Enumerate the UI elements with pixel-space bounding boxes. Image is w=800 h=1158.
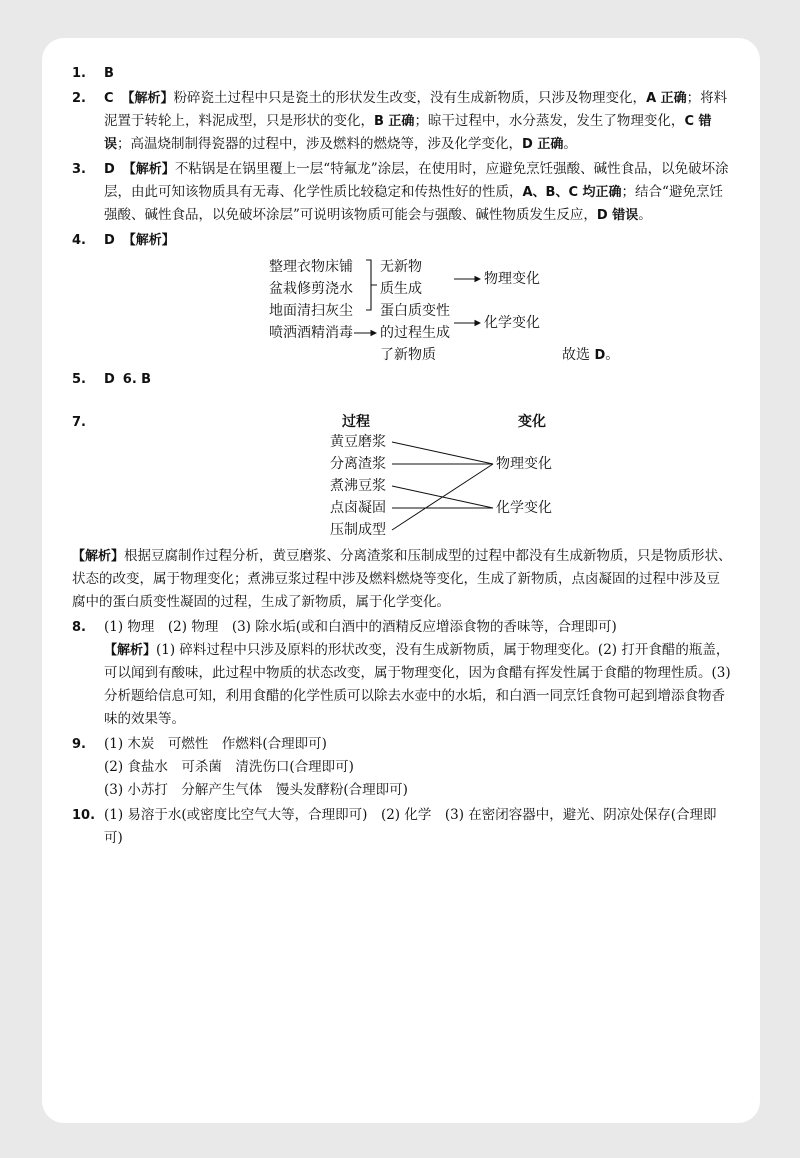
question-number: 5. [72, 372, 86, 387]
analysis-tag: 【解析】 [72, 549, 125, 564]
question-number: 6. [122, 372, 137, 387]
process-item: 煮沸豆浆 [330, 478, 386, 494]
question-4 [72, 229, 732, 364]
question-9 [72, 733, 732, 802]
question-number: 1. [72, 66, 86, 81]
answer-line: (2) 食盐水 可杀菌 清洗伤口(合理即可) [104, 759, 354, 775]
analysis-tag: 【解析】 [121, 91, 174, 106]
question-7 [72, 411, 732, 614]
change-type-chemical: 化学变化 [484, 315, 540, 331]
question-5-6 [72, 368, 732, 391]
change-item: 化学变化 [496, 500, 552, 516]
change-type-physical: 物理变化 [484, 271, 540, 287]
analysis-tag: 【解析】 [104, 643, 157, 658]
analysis-text: 。 [563, 136, 577, 152]
judgement: D 正确 [522, 137, 564, 152]
reason-label: 蛋白质变性 [380, 303, 450, 319]
match-line [392, 464, 493, 530]
analysis-text: ；高温烧制制得瓷器的过程中，涉及燃料的燃烧等，涉及化学变化， [117, 136, 523, 152]
header-change: 变化 [518, 414, 546, 430]
bracket [366, 260, 377, 310]
analysis-text: ；将料泥置于转轮上，料泥成型，只是形状的变化， [104, 90, 728, 129]
answer-letter: D [104, 233, 115, 248]
judgement: D 错误 [596, 208, 639, 223]
reason-label: 的过程生成 [380, 325, 450, 341]
answer-letter: C [104, 91, 114, 106]
judgement: A 正确 [646, 91, 687, 106]
analysis-text: 。 [638, 207, 652, 223]
match-line [392, 442, 493, 464]
answer-line: (3) 小苏打 分解产生气体 馒头发酵粉(合理即可) [104, 782, 408, 798]
conclusion-answer: D [594, 348, 606, 363]
analysis-text: ；结合“避免烹饪强酸、碱性食品，以免破坏涂层”可说明该物质可能会与强酸、碱性物质发生反应， [104, 184, 723, 223]
question-10 [72, 804, 732, 850]
activity-label: 整理衣物床铺 [269, 259, 353, 275]
process-item: 压制成型 [330, 522, 386, 538]
reason-label: 了新物质 [380, 347, 436, 363]
header-process: 过程 [342, 414, 370, 430]
judgement: B 正确 [374, 114, 415, 129]
conclusion-text: 。 [605, 347, 620, 363]
analysis-text: 粉碎瓷土过程中只是瓷土的形状发生改变，没有生成新物质，只涉及物理变化， [173, 90, 647, 106]
analysis-paragraph [104, 639, 732, 731]
answer-text: (1) 易溶于水(或密度比空气大等，合理即可) (2) 化学 (3) 在密闭容器中，避光、阴凉处保存(合理即可) [104, 807, 717, 846]
question-3 [72, 158, 732, 227]
question-number: 10. [72, 808, 96, 823]
question-number: 4. [72, 233, 86, 248]
question-number: 9. [72, 737, 86, 752]
question-2 [72, 87, 732, 156]
classification-diagram [104, 252, 732, 364]
answer-page [42, 38, 760, 1123]
matching-lines [104, 411, 704, 541]
process-item: 分离渣浆 [330, 456, 386, 472]
process-item: 点卤凝固 [330, 500, 386, 516]
activity-label: 喷洒酒精消毒 [269, 325, 353, 341]
matching-diagram [104, 411, 732, 537]
answer-content [72, 62, 732, 850]
analysis-paragraph [72, 545, 732, 614]
diagram-connectors [104, 252, 704, 364]
analysis-tag: 【解析】 [122, 162, 175, 177]
answer-letter: B [141, 372, 151, 387]
analysis-text: ；晾干过程中，水分蒸发，发生了物理变化， [414, 113, 685, 129]
analysis-text: (1) 碎料过程中只涉及原料的形状改变，没有生成新物质，属于物理变化。(2) 打开食醋的瓶盖，可以闻到有酸味，此过程中物质的状态改变，属于物理变化，因为食醋有挥发性属于食醋的物理性质。(3) 分析题给信息可知，利用食醋的化学性质可以除去水壶中的水垢，和白酒一同烹饪食物可起到增添食物香味的效果等。 [104, 642, 731, 727]
reason-label: 无新物 [380, 259, 422, 275]
answer-letter: D [104, 372, 115, 387]
change-item: 物理变化 [496, 456, 552, 472]
question-8 [72, 616, 732, 731]
question-number: 8. [72, 620, 86, 635]
analysis-tag: 【解析】 [122, 233, 175, 248]
answer-text: (1) 物理 (2) 物理 (3) 除水垢(或和白酒中的酒精反应增添食物的香味等，合理即可) [104, 619, 617, 635]
question-number: 3. [72, 162, 86, 177]
answer-line: (1) 木炭 可燃性 作燃料(合理即可) [104, 736, 327, 752]
question-number: 2. [72, 91, 86, 106]
activity-label: 地面清扫灰尘 [269, 303, 353, 319]
analysis-text: 根据豆腐制作过程分析，黄豆磨浆、分离渣浆和压制成型的过程中都没有生成新物质，只是物质形状、状态的改变，属于物理变化；煮沸豆浆过程中涉及燃料燃烧等变化，生成了新物质，点卤凝固的过程中涉及豆腐中的蛋白质变性凝固的过程，生成了新物质，属于化学变化。 [72, 548, 732, 610]
activity-label: 盆栽修剪浇水 [269, 281, 353, 297]
answer-letter: D [104, 162, 115, 177]
conclusion-text: 故选 [562, 347, 595, 363]
judgement: A、B、C 均正确 [522, 185, 622, 200]
judgement: C 错误 [104, 114, 712, 152]
question-1 [72, 62, 732, 85]
reason-label: 质生成 [380, 281, 422, 297]
answer-letter: B [104, 66, 114, 81]
process-item: 黄豆磨浆 [330, 434, 386, 450]
question-number: 7. [72, 415, 86, 430]
analysis-text: 不粘锅是在锅里覆上一层“特氟龙”涂层，在使用时，应避免烹饪强酸、碱性食品，以免破坏涂层，由此可知该物质具有无毒、化学性质比较稳定和传热性好的性质， [104, 161, 729, 200]
